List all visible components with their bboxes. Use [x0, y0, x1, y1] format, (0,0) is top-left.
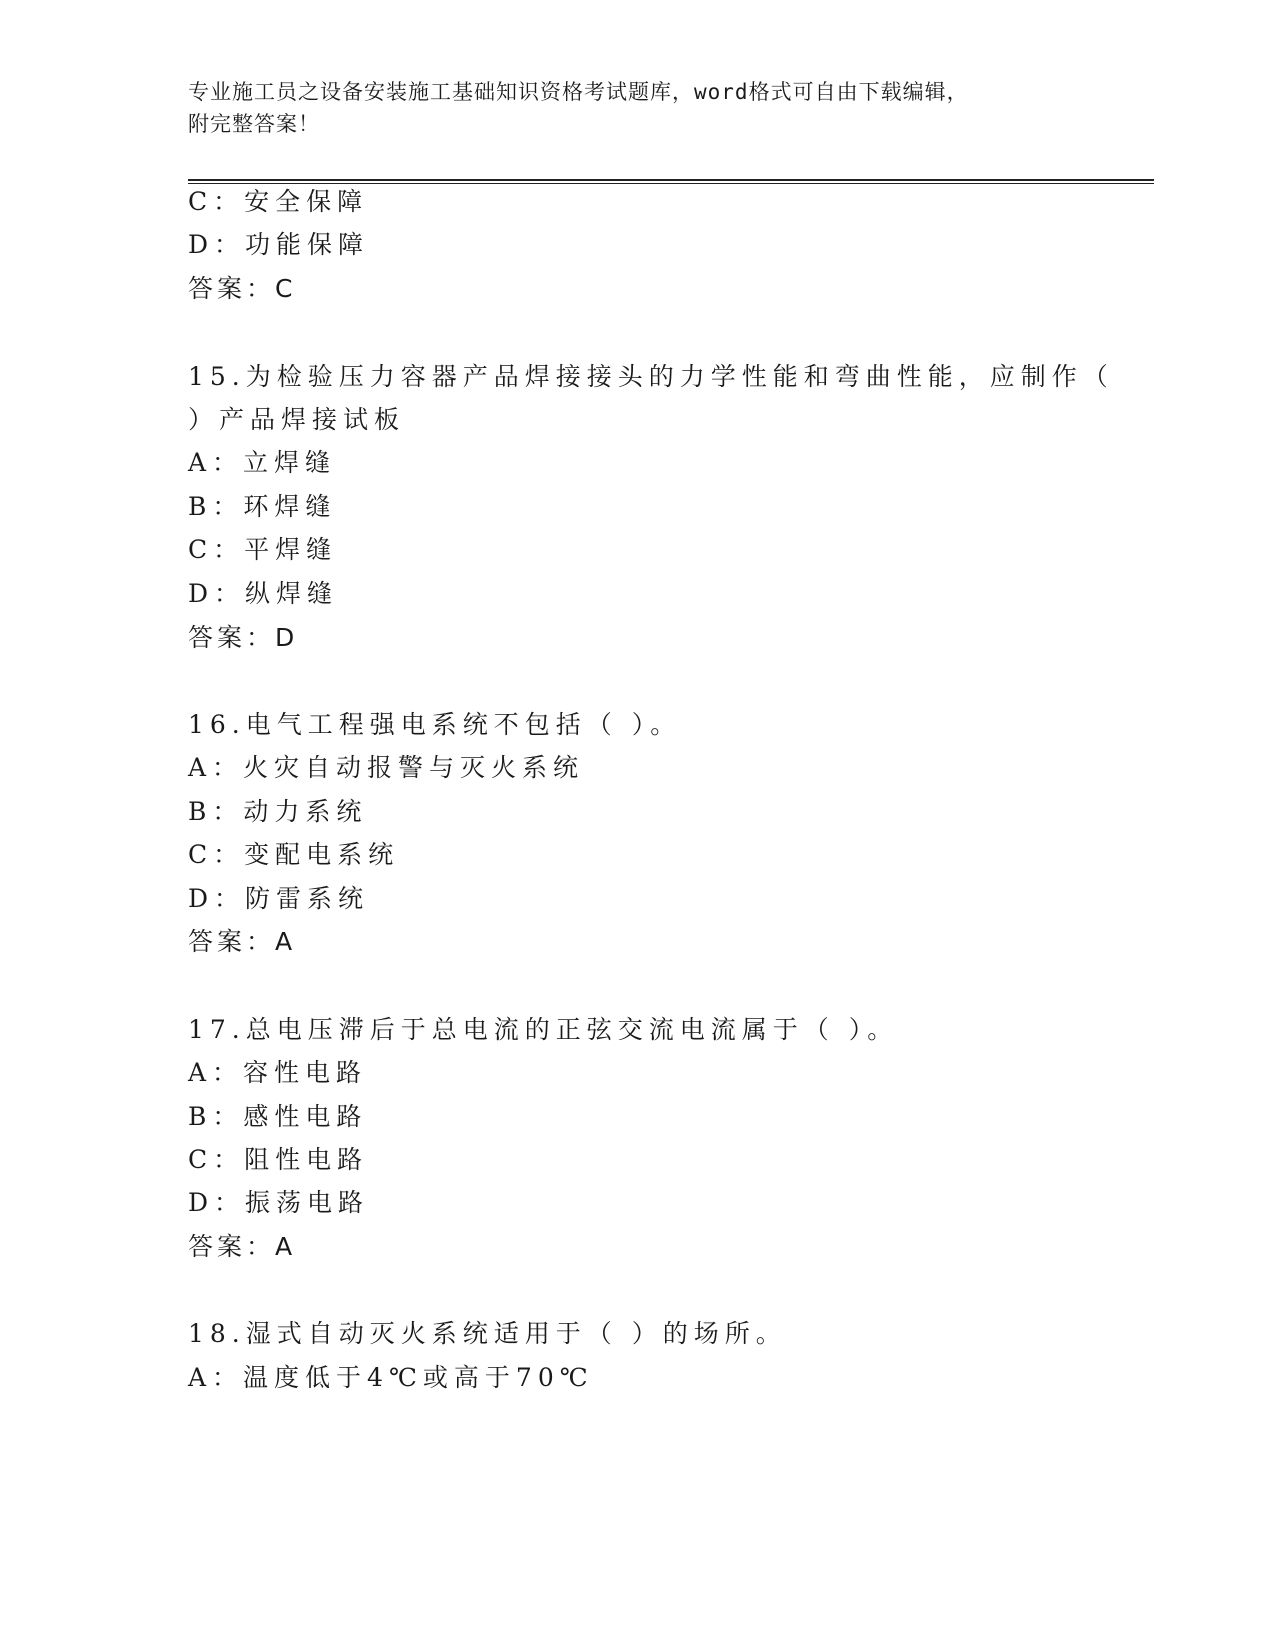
- q15-option-a: A：立焊缝: [188, 448, 337, 477]
- q15-stem-line-1: 15.为检验压力容器产品焊接接头的力学性能和弯曲性能，应制作（: [188, 362, 1114, 391]
- prev-answer: 答案：C: [188, 274, 297, 303]
- header-divider: [188, 179, 1154, 184]
- q15-option-b: B：环焊缝: [188, 492, 337, 521]
- q17-option-c: C：阻性电路: [188, 1145, 369, 1174]
- q16-answer: 答案：A: [188, 927, 297, 956]
- q16-option-d: D：防雷系统: [188, 884, 370, 913]
- q17-stem: 17.总电压滞后于总电流的正弦交流电流属于（ ）。: [188, 1015, 899, 1044]
- q15-option-d: D：纵焊缝: [188, 579, 339, 608]
- header-line-2: 附完整答案！: [188, 112, 320, 136]
- q16-option-b: B：动力系统: [188, 797, 368, 826]
- header-line-1: 专业施工员之设备安装施工基础知识资格考试题库，word格式可自由下载编辑，: [188, 80, 969, 104]
- document-header: [188, 76, 1088, 140]
- q16-stem: 16.电气工程强电系统不包括（ ）。: [188, 710, 682, 739]
- q18-option-a: A：温度低于4℃或高于70℃: [188, 1363, 594, 1392]
- prev-option-c: C：安全保障: [188, 187, 369, 216]
- q15-stem-line-2: ）产品焊接试板: [188, 405, 406, 434]
- q16-option-a: A：火灾自动报警与灭火系统: [188, 753, 585, 782]
- q18-stem: 18.湿式自动灭火系统适用于（ ）的场所。: [188, 1319, 787, 1348]
- q17-answer: 答案：A: [188, 1232, 297, 1261]
- q16-option-c: C：变配电系统: [188, 840, 400, 869]
- q17-option-a: A：容性电路: [188, 1058, 368, 1087]
- q15-answer: 答案：D: [188, 623, 299, 652]
- q17-option-b: B：感性电路: [188, 1102, 368, 1131]
- q17-option-d: D：振荡电路: [188, 1188, 370, 1217]
- prev-option-d: D：功能保障: [188, 230, 370, 259]
- q15-option-c: C：平焊缝: [188, 535, 338, 564]
